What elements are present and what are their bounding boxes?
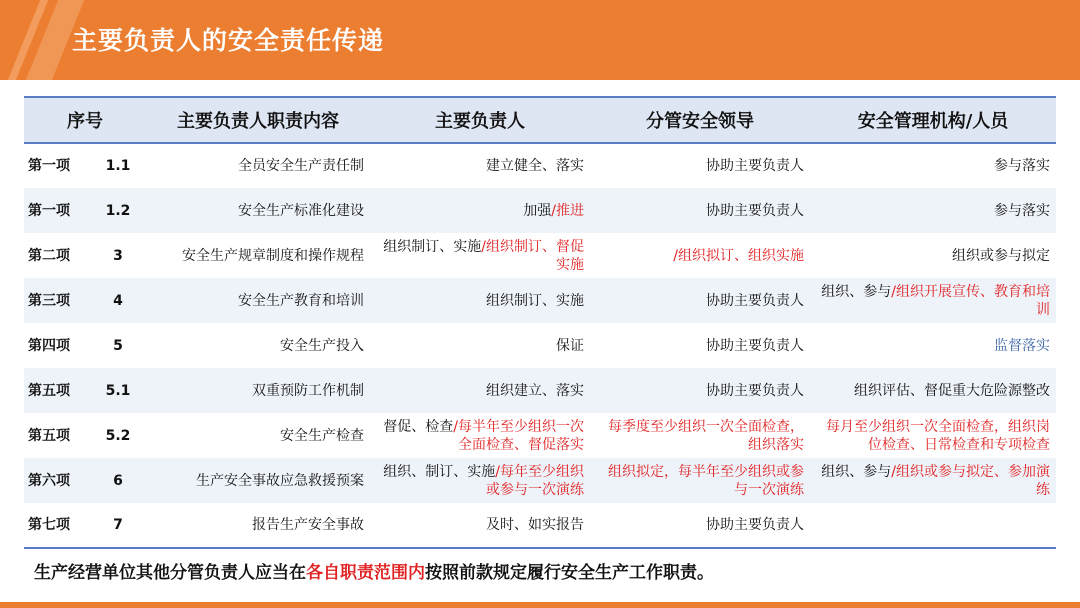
leader-cell bbox=[590, 188, 810, 233]
chief-cell bbox=[370, 503, 590, 548]
item-number: 1.2 bbox=[105, 202, 131, 219]
chief-cell bbox=[370, 458, 590, 503]
footer-text-after: 按照前款规定履行安全生产工作职责。 bbox=[425, 563, 714, 583]
footer-highlight: 各自职责范围内 bbox=[306, 563, 425, 583]
org-cell bbox=[810, 278, 1056, 323]
chief-text-red: /推进 bbox=[551, 202, 584, 219]
org-text-red: 每月至少组织一次全面检查，组织岗位检查、日常检查和专项检查 bbox=[826, 418, 1050, 453]
footer-note bbox=[34, 560, 714, 586]
chief-text: 组织制订、实施 bbox=[383, 238, 482, 255]
leader-text: 协助主要负责人 bbox=[706, 292, 804, 309]
item-number: 6 bbox=[113, 472, 123, 489]
chief-text: 保证 bbox=[556, 337, 584, 354]
org-text: 监督落实 bbox=[994, 337, 1050, 354]
item-label: 第一项 bbox=[28, 158, 70, 174]
org-text: 组织、参与 bbox=[821, 283, 892, 300]
leader-text: 协助主要负责人 bbox=[706, 158, 804, 174]
number-cell bbox=[90, 278, 146, 323]
leader-text-red: 组织拟定，每半年至少组织或参与一次演练 bbox=[608, 463, 804, 498]
leader-text: 协助主要负责人 bbox=[706, 202, 804, 219]
leader-text: 协助主要负责人 bbox=[706, 337, 804, 354]
chief-text: 组织制订、实施 bbox=[486, 292, 584, 309]
item-number: 5.2 bbox=[105, 427, 131, 444]
table-row bbox=[24, 278, 1056, 323]
duty-content: 生产安全事故应急救援预案 bbox=[196, 472, 364, 489]
chief-cell bbox=[370, 278, 590, 323]
chief-text: 组织、制订、实施 bbox=[383, 463, 496, 480]
chief-text-red: /每年至少组织或参与一次演练 bbox=[486, 463, 584, 498]
item-cell bbox=[24, 503, 90, 548]
leader-text-red: 每季度至少组织一次全面检查，组织落实 bbox=[608, 418, 804, 453]
leader-cell bbox=[590, 368, 810, 413]
table-row bbox=[24, 368, 1056, 413]
number-cell bbox=[90, 503, 146, 548]
duty-content: 报告生产安全事故 bbox=[252, 517, 364, 533]
chief-text: 组织建立、落实 bbox=[486, 382, 584, 399]
number-cell bbox=[90, 458, 146, 503]
header-chief: 主要负责人 bbox=[435, 111, 525, 132]
content-cell bbox=[146, 233, 370, 278]
leader-cell bbox=[590, 233, 810, 278]
leader-cell bbox=[590, 323, 810, 368]
item-number: 1.1 bbox=[105, 158, 131, 174]
duty-content: 安全生产规章制度和操作规程 bbox=[182, 247, 364, 264]
number-cell bbox=[90, 323, 146, 368]
content-cell bbox=[146, 503, 370, 548]
item-label: 第七项 bbox=[28, 517, 70, 533]
footer-text-before: 生产经营单位其他分管负责人应当在 bbox=[34, 563, 306, 583]
number-cell bbox=[90, 233, 146, 278]
content-cell bbox=[146, 368, 370, 413]
leader-text: 协助主要负责人 bbox=[706, 382, 804, 399]
chief-cell bbox=[370, 323, 590, 368]
item-number: 7 bbox=[113, 517, 123, 533]
content-cell bbox=[146, 413, 370, 458]
org-cell bbox=[810, 143, 1056, 188]
table-header-row bbox=[24, 97, 1056, 143]
item-label: 第六项 bbox=[28, 472, 70, 489]
item-cell bbox=[24, 188, 90, 233]
item-number: 5.1 bbox=[105, 382, 131, 399]
chief-cell bbox=[370, 368, 590, 413]
number-cell bbox=[90, 188, 146, 233]
chief-text: 建立健全、落实 bbox=[486, 158, 584, 174]
item-number: 3 bbox=[113, 247, 123, 264]
org-cell bbox=[810, 323, 1056, 368]
number-cell bbox=[90, 413, 146, 458]
table-row bbox=[24, 503, 1056, 548]
item-label: 第五项 bbox=[28, 427, 70, 444]
item-label: 第四项 bbox=[28, 337, 70, 354]
duty-content: 安全生产投入 bbox=[280, 337, 364, 354]
responsibility-table-wrap bbox=[24, 96, 1056, 549]
item-cell bbox=[24, 278, 90, 323]
content-cell bbox=[146, 458, 370, 503]
content-cell bbox=[146, 278, 370, 323]
leader-cell bbox=[590, 143, 810, 188]
chief-text: 及时、如实报告 bbox=[486, 517, 584, 533]
org-cell bbox=[810, 503, 1056, 548]
chief-cell bbox=[370, 188, 590, 233]
org-cell bbox=[810, 233, 1056, 278]
item-cell bbox=[24, 458, 90, 503]
responsibility-table bbox=[24, 96, 1056, 549]
org-text-red: /组织或参与拟定、参加演练 bbox=[891, 463, 1050, 498]
leader-text: 协助主要负责人 bbox=[706, 517, 804, 533]
table-row bbox=[24, 188, 1056, 233]
item-cell bbox=[24, 143, 90, 188]
table-row bbox=[24, 233, 1056, 278]
org-cell bbox=[810, 368, 1056, 413]
item-label: 第二项 bbox=[28, 247, 70, 264]
org-cell bbox=[810, 413, 1056, 458]
org-text-red: /组织开展宣传、教育和培训 bbox=[891, 283, 1050, 318]
leader-cell bbox=[590, 503, 810, 548]
chief-cell bbox=[370, 143, 590, 188]
header-content: 主要负责人职责内容 bbox=[177, 111, 339, 132]
org-cell bbox=[810, 188, 1056, 233]
duty-content: 安全生产标准化建设 bbox=[238, 202, 364, 219]
number-cell bbox=[90, 368, 146, 413]
table-row bbox=[24, 143, 1056, 188]
leader-cell bbox=[590, 458, 810, 503]
item-label: 第五项 bbox=[28, 382, 70, 399]
org-text: 组织或参与拟定 bbox=[952, 247, 1050, 264]
header-leader: 分管安全领导 bbox=[646, 111, 754, 132]
leader-text-red: /组织拟订、组织实施 bbox=[673, 247, 804, 264]
chief-text: 督促、检查 bbox=[383, 418, 454, 435]
item-number: 4 bbox=[113, 292, 123, 309]
item-label: 第三项 bbox=[28, 292, 70, 309]
org-text: 组织、参与 bbox=[821, 463, 892, 480]
table-row bbox=[24, 458, 1056, 503]
org-text: 参与落实 bbox=[994, 202, 1050, 219]
header-bar bbox=[0, 0, 1080, 80]
chief-text-red: /每半年至少组织一次全面检查、督促落实 bbox=[453, 418, 584, 453]
table-row bbox=[24, 413, 1056, 458]
item-cell bbox=[24, 233, 90, 278]
chief-text-red: /组织制订、督促实施 bbox=[481, 238, 584, 273]
leader-cell bbox=[590, 413, 810, 458]
item-cell bbox=[24, 368, 90, 413]
table-row bbox=[24, 323, 1056, 368]
chief-text: 加强 bbox=[523, 202, 552, 219]
page-title: 主要负责人的安全责任传递 bbox=[72, 26, 385, 55]
chief-cell bbox=[370, 413, 590, 458]
leader-cell bbox=[590, 278, 810, 323]
org-cell bbox=[810, 458, 1056, 503]
header-index: 序号 bbox=[67, 111, 103, 132]
item-label: 第一项 bbox=[28, 202, 70, 219]
duty-content: 安全生产教育和培训 bbox=[238, 292, 364, 309]
header-org: 安全管理机构/人员 bbox=[857, 111, 1009, 132]
duty-content: 安全生产检查 bbox=[280, 427, 364, 444]
item-cell bbox=[24, 323, 90, 368]
item-number: 5 bbox=[113, 337, 123, 354]
content-cell bbox=[146, 323, 370, 368]
org-text: 参与落实 bbox=[994, 158, 1050, 174]
content-cell bbox=[146, 143, 370, 188]
chief-cell bbox=[370, 233, 590, 278]
number-cell bbox=[90, 143, 146, 188]
duty-content: 双重预防工作机制 bbox=[252, 382, 364, 399]
duty-content: 全员安全生产责任制 bbox=[238, 158, 364, 174]
org-text: 组织评估、督促重大危险源整改 bbox=[854, 382, 1050, 399]
bottom-accent-line bbox=[0, 602, 1080, 608]
content-cell bbox=[146, 188, 370, 233]
item-cell bbox=[24, 413, 90, 458]
